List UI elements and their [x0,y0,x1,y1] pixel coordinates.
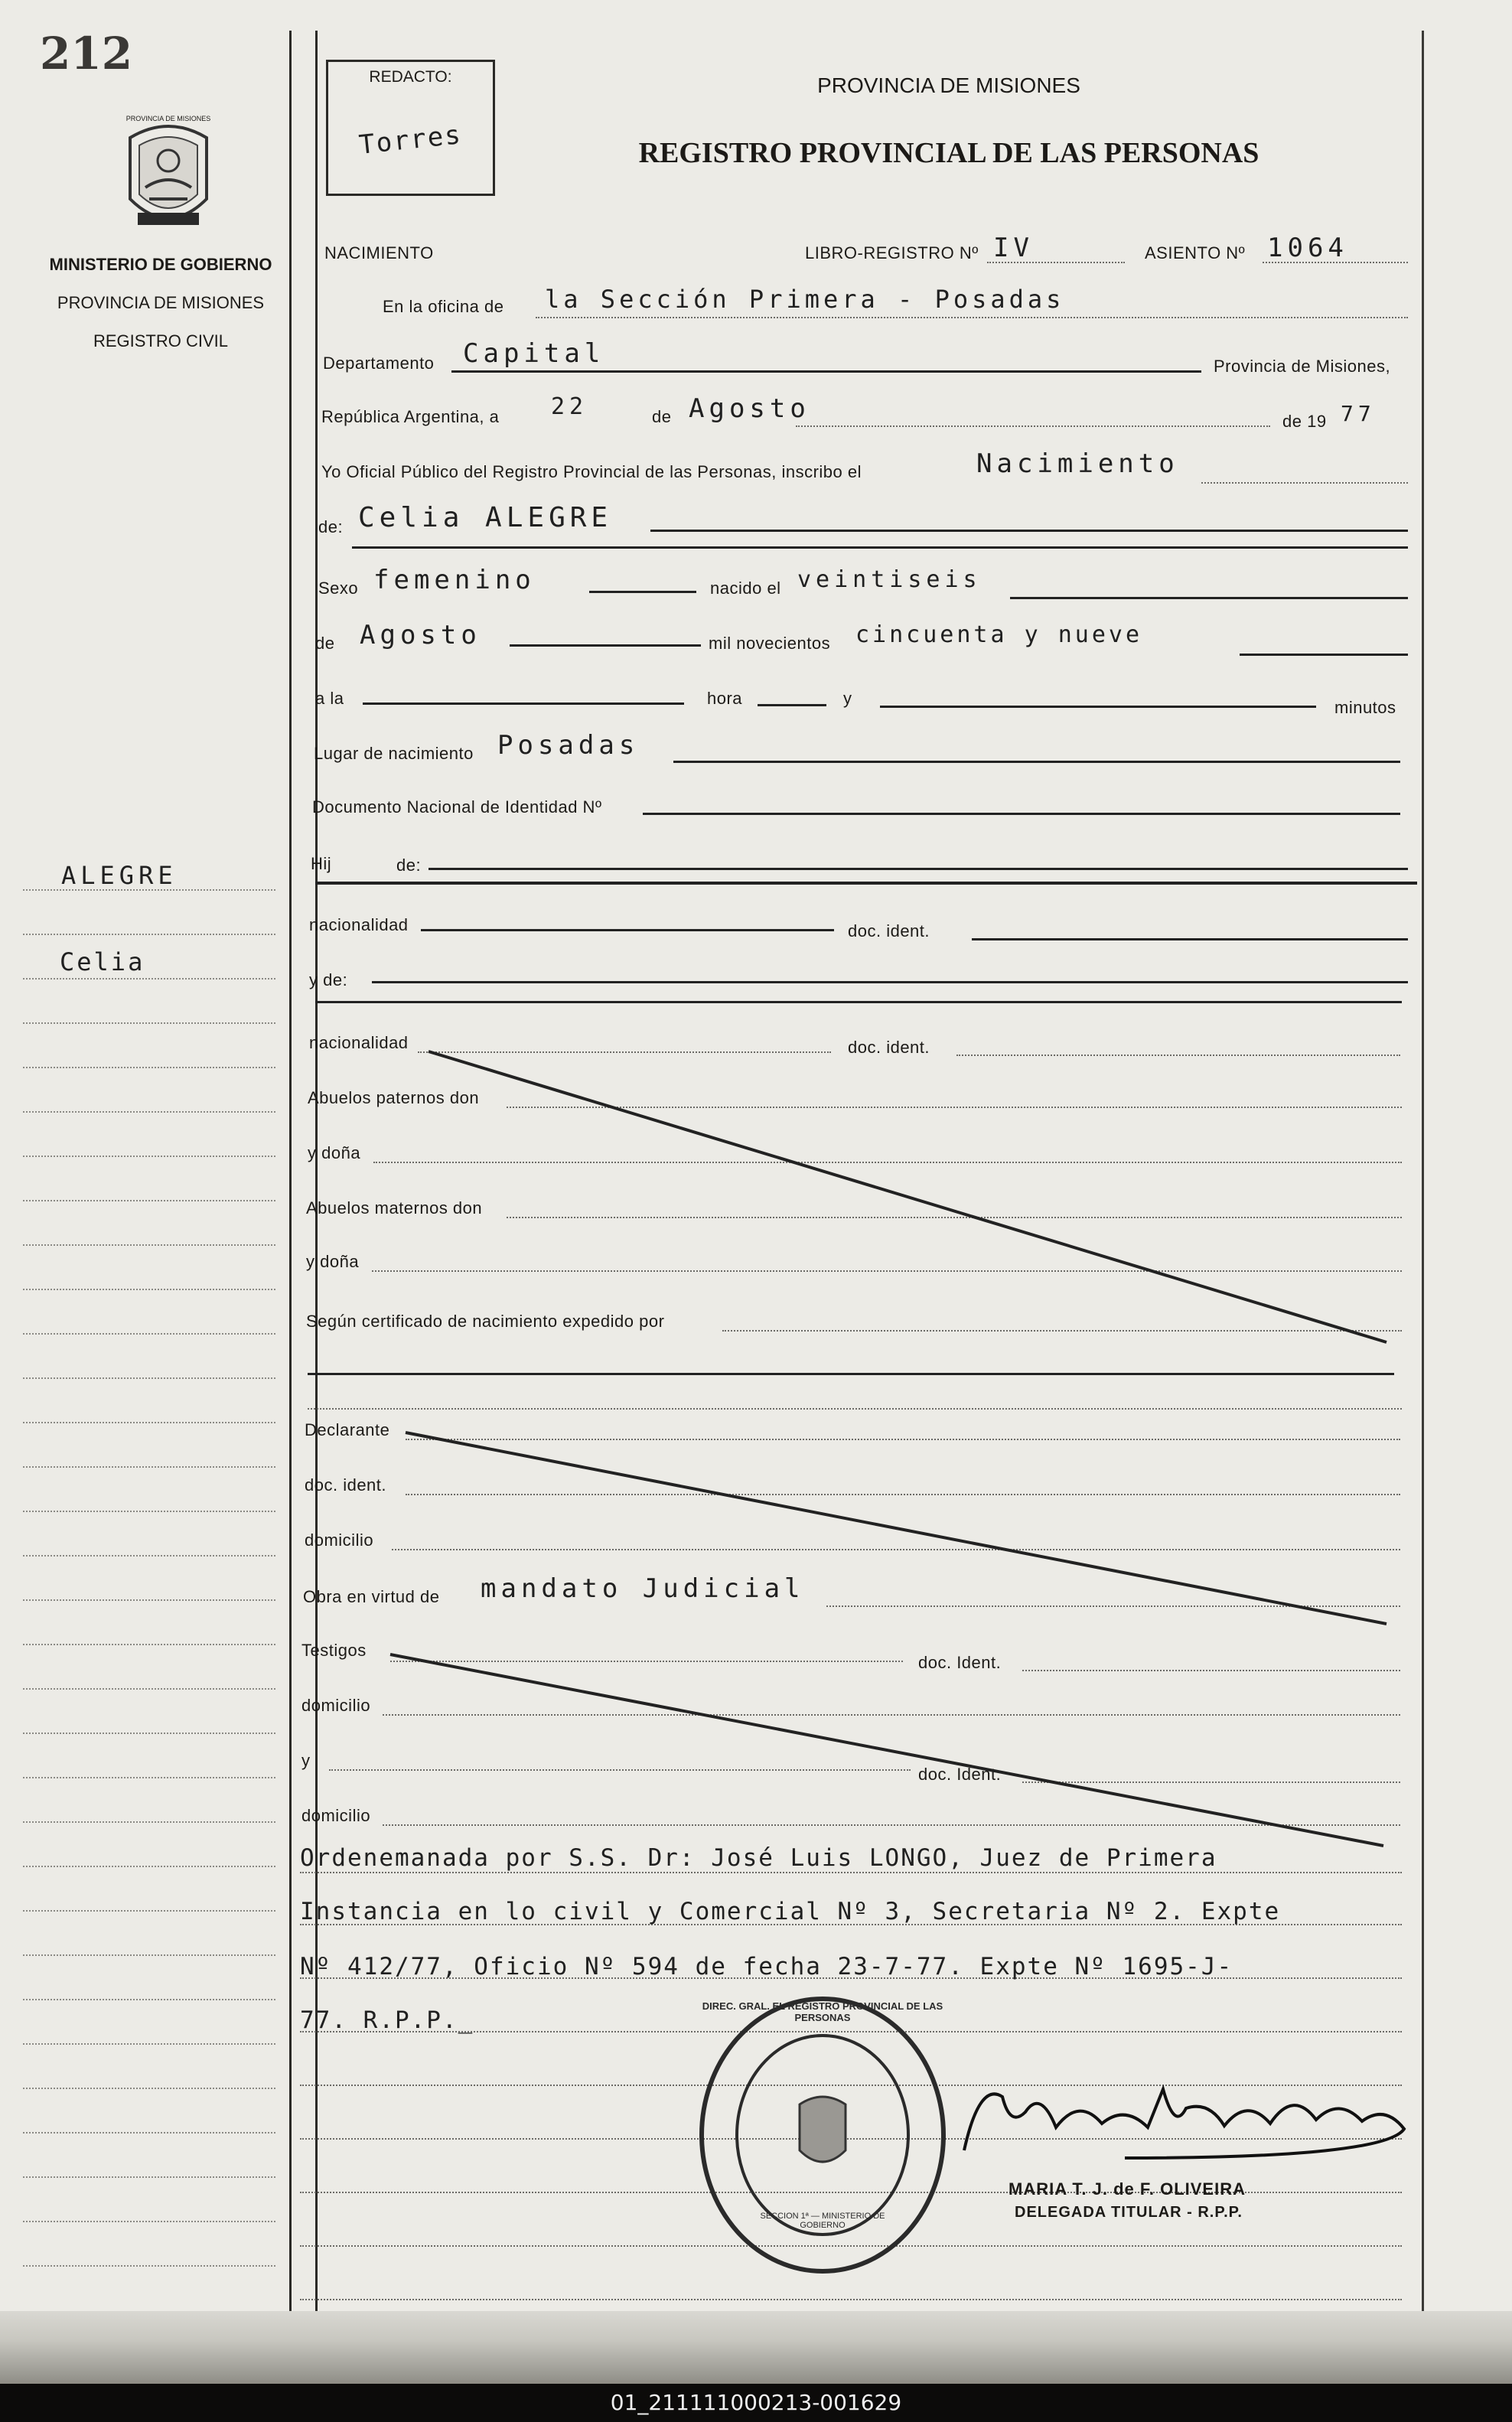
oficina-value: la Sección Primera - Posadas [545,285,1065,314]
y-dona-label: y doña [308,1143,361,1162]
y-de-label: y de: [309,970,348,989]
republica-label: República Argentina, a [321,407,500,426]
abuelos-mat-label: Abuelos maternos don [306,1198,483,1218]
nacido-value: veintiseis [797,566,982,593]
annotation-line-1: Ordenemanada por S.S. Dr: José Luis LONGO, Juez de Primera [300,1844,1217,1872]
declarante-label: Declarante [305,1420,390,1439]
birth-month-value: Agosto [360,620,481,650]
segun-label: Según certificado de nacimiento expedido por [306,1312,665,1331]
ministry-title: MINISTERIO DE GOBIERNO [49,255,272,274]
signer-name: MARIA T. J. de F. OLIVEIRA [1009,2179,1246,2199]
a-la-label: a la [315,689,344,708]
seal-inner-text: SECCION 1ª — MINISTERIO DE GOBIERNO [760,2212,885,2230]
inscribo-value: Nacimiento [976,448,1179,479]
documento-label: Documento Nacional de Identidad Nº [312,797,602,817]
nacido-label: nacido el [710,579,781,598]
folio-number: 212 [40,28,133,80]
name-value: Celia ALEGRE [358,502,613,533]
year-label: de 19 [1282,412,1327,431]
image-id-caption: 01_211111000213-001629 [0,2384,1512,2422]
page-stack-edge [0,2311,1512,2384]
header-registry: REGISTRO PROVINCIAL DE LAS PERSONAS [638,137,1259,169]
annotation-line-4: 77. R.P.P._ [300,2006,474,2034]
test-domicilio2-label: domicilio [301,1806,371,1825]
seal-outer-text: DIREC. GRAL. EL REGISTRO PROVINCIAL DE LAS PERSONAS [702,2000,943,2023]
crest-lettering: PROVINCIA DE MISIONES [125,115,211,122]
day-value: 22 [551,393,588,420]
birth-year-value: cincuenta y nueve [855,621,1143,648]
name-label: de: [318,517,344,536]
lugar-label: Lugar de nacimiento [314,744,474,763]
departamento-label: Departamento [323,354,435,373]
test-y-label: y [301,1751,311,1770]
signature-scrawl-icon [956,2066,1416,2166]
margin-given-name: Celia [60,947,145,976]
test-doc-label: doc. Ident. [918,1653,1002,1672]
hij-label: Hij [311,854,332,873]
libro-label: LIBRO-REGISTRO Nº [805,243,979,262]
de-label: de [652,407,672,426]
signature-lettering [956,2066,963,2067]
provincia-label: Provincia de Misiones, [1214,357,1391,376]
nacionalidad2-label: nacionalidad [309,1033,409,1052]
signer-title: DELEGADA TITULAR - R.P.P. [1015,2204,1243,2221]
record-type: NACIMIENTO [324,243,434,262]
doc-ident-label: doc. ident. [848,921,930,940]
abuelos-pat-label: Abuelos paternos don [308,1088,480,1107]
de2-label: de [315,634,335,653]
mil-label: mil novecientos [709,634,831,653]
asiento-label: ASIENTO Nº [1145,243,1246,262]
libro-value: IV [993,233,1034,263]
test-domicilio-label: domicilio [301,1696,371,1715]
redacto-label: REDACTO: [369,68,452,86]
decl-doc-label: doc. ident. [305,1475,387,1495]
testigos-label: Testigos [301,1641,367,1660]
header-province: PROVINCIA DE MISIONES [817,73,1080,97]
month-value: Agosto [689,393,810,424]
ministry-province: PROVINCIA DE MISIONES [57,293,265,312]
asiento-value: 1064 [1267,233,1348,263]
ministry-office: REGISTRO CIVIL [93,331,229,350]
year-value: 77 [1341,401,1376,426]
minutos-label: minutos [1334,698,1396,717]
sexo-label: Sexo [318,579,359,598]
hij-de-label: de: [396,856,422,875]
margin-surname: ALEGRE [61,861,178,890]
obra-label: Obra en virtud de [303,1587,440,1606]
y-label: y [843,689,852,708]
lugar-value: Posadas [497,730,640,761]
doc-ident2-label: doc. ident. [848,1038,930,1057]
official-seal-icon [692,1990,953,2280]
nacionalidad-label: nacionalidad [309,915,409,934]
test-doc2-label: doc. Ident. [918,1765,1002,1784]
obra-value: mandato Judicial [481,1573,805,1604]
decl-domicilio-label: domicilio [305,1530,374,1550]
annotation-line-2: Instancia en lo civil y Comercial Nº 3, Secretaria Nº 2. Expte [300,1898,1281,1925]
oficina-label: En la oficina de [383,297,504,316]
sexo-value: femenino [373,565,536,595]
y-dona2-label: y doña [306,1252,360,1271]
hora-label: hora [707,689,743,708]
annotation-line-3: Nº 412/77, Oficio Nº 594 de fecha 23-7-77. Expte Nº 1695-J- [300,1953,1233,1980]
redacto-value: Torres [357,119,464,161]
oficial-text: Yo Oficial Público del Registro Provincial de las Personas, inscribo el [321,462,862,481]
departamento-value: Capital [463,338,605,369]
